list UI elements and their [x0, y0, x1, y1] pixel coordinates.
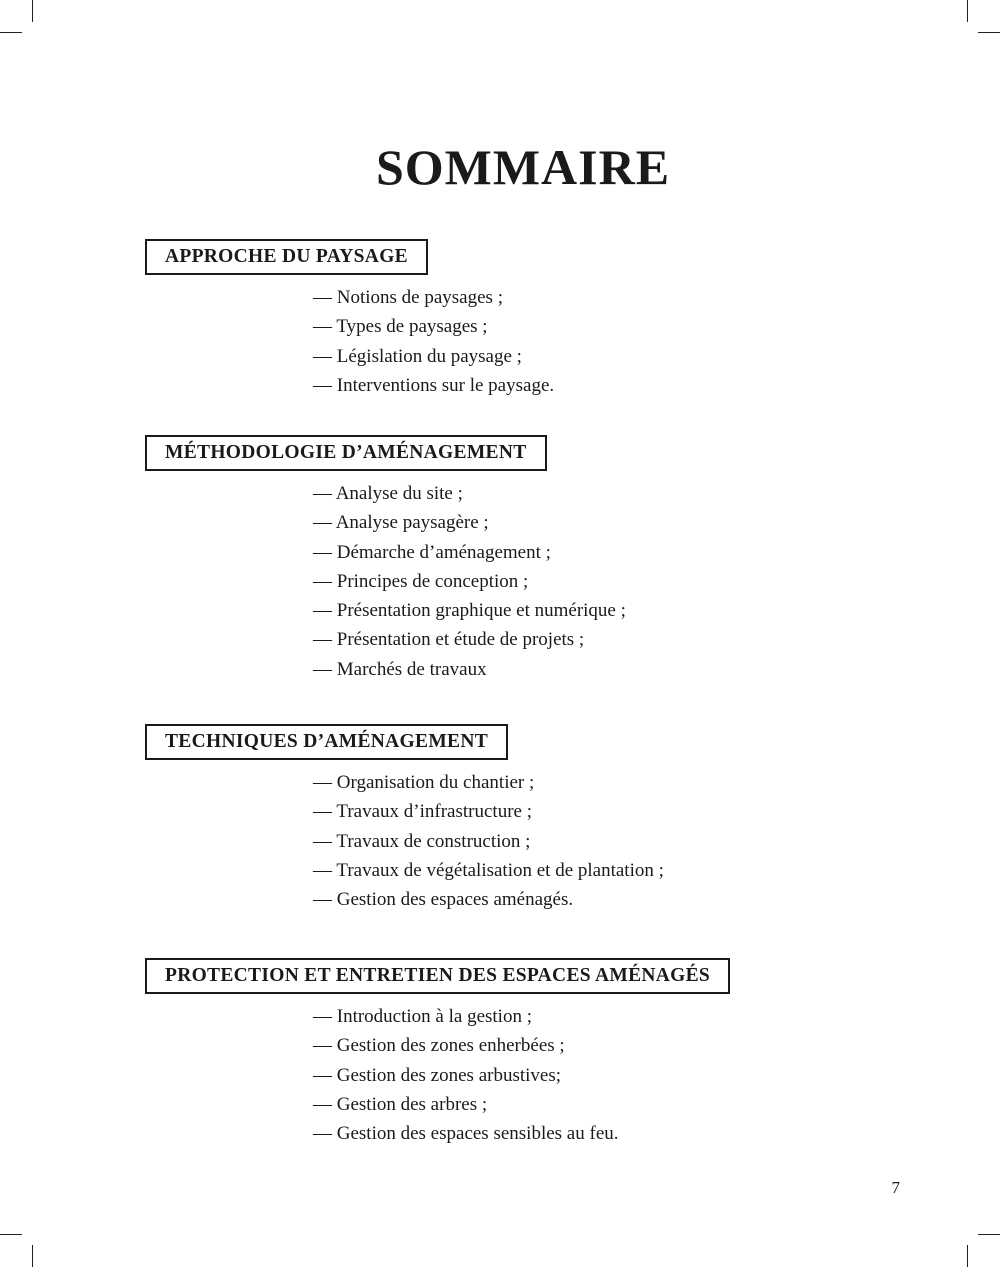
crop-mark [967, 0, 968, 22]
crop-mark [0, 32, 22, 33]
crop-mark [32, 0, 33, 22]
list-item: — Gestion des espaces aménagés. [313, 889, 574, 911]
list-item: — Gestion des espaces sensibles au feu. [313, 1123, 619, 1145]
list-item: — Travaux de végétalisation et de plantation ; [313, 859, 664, 881]
list-item: — Travaux de construction ; [313, 830, 531, 852]
list-item: — Notions de paysages ; [313, 287, 503, 308]
crop-mark [967, 1245, 968, 1267]
list-item: — Marchés de travaux [313, 658, 487, 680]
page-title: SOMMAIRE [375, 139, 671, 195]
section-items [313, 1002, 730, 1148]
crop-mark [978, 32, 1000, 33]
section-items [313, 283, 554, 400]
list-item: — Présentation et étude de projets ; [313, 629, 585, 651]
page-number: 7 [891, 1178, 900, 1197]
section-items [313, 768, 664, 914]
section-methodologie [145, 435, 626, 684]
list-item: — Analyse du site ; [313, 483, 463, 504]
list-item: — Principes de conception ; [313, 570, 529, 592]
list-item: — Types de paysages ; [313, 316, 488, 338]
list-item: — Démarche d’aménagement ; [313, 541, 551, 563]
section-approche [145, 239, 554, 400]
list-item: — Analyse paysagère ; [313, 512, 489, 534]
section-protection [145, 958, 730, 1148]
list-item: — Législation du paysage ; [313, 345, 522, 367]
section-items [313, 479, 626, 684]
section-heading: PROTECTION ET ENTRETIEN DES ESPACES AMÉNAGÉS [145, 958, 730, 994]
crop-mark [978, 1234, 1000, 1235]
section-heading: MÉTHODOLOGIE D’AMÉNAGEMENT [145, 435, 547, 471]
list-item: — Gestion des arbres ; [313, 1093, 488, 1115]
crop-mark [32, 1245, 33, 1267]
section-heading: TECHNIQUES D’AMÉNAGEMENT [145, 724, 508, 760]
crop-mark [0, 1234, 22, 1235]
list-item: — Gestion des zones arbustives; [313, 1064, 562, 1086]
list-item: — Présentation graphique et numérique ; [313, 600, 626, 622]
list-item: — Travaux d’infrastructure ; [313, 801, 532, 823]
section-heading: APPROCHE DU PAYSAGE [145, 239, 428, 275]
list-item: — Gestion des zones enherbées ; [313, 1035, 565, 1057]
section-techniques [145, 724, 664, 914]
list-item: — Introduction à la gestion ; [313, 1006, 532, 1027]
list-item: — Organisation du chantier ; [313, 772, 535, 793]
list-item: — Interventions sur le paysage. [313, 374, 555, 396]
